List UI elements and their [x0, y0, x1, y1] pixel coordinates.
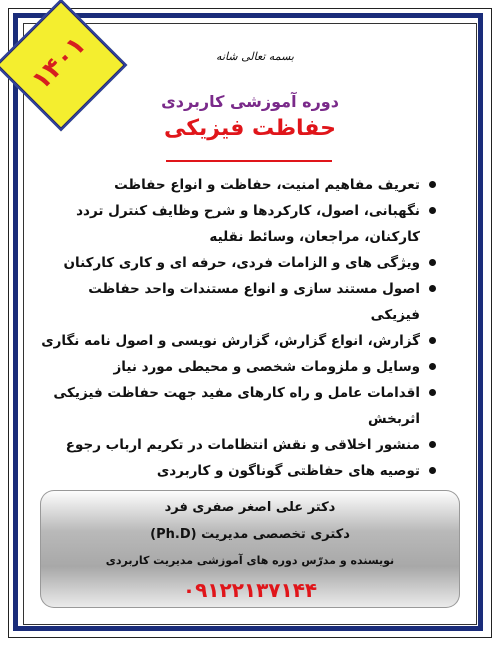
author-role: نویسنده و مدرّس دوره های آموزشی مدیریت کاربردی	[105, 554, 395, 567]
list-item	[40, 458, 438, 484]
list-item	[40, 432, 438, 458]
topic-text: توصیه های حفاظتی گوناگون و کاربردی	[156, 463, 420, 479]
author-degree: دکتری تخصصی مدیریت (Ph.D)	[150, 527, 350, 542]
list-item	[40, 328, 438, 354]
list-item	[40, 380, 438, 432]
main-title: حفاظت فیزیکی	[163, 116, 336, 141]
topic-text: نگهبانی، اصول، کارکردها و شرح وظایف کنترل تردد کارکنان، مراجعان، وسائط نقلیه	[76, 203, 420, 245]
topic-text: گزارش، انواع گزارش، گزارش نویسی و اصول نامه نگاری	[41, 333, 420, 349]
author-name: دکتر علی اصغر صفری فرد	[164, 500, 336, 515]
bullet-icon	[429, 337, 436, 344]
bullet-icon	[429, 441, 436, 448]
bullet-icon	[429, 181, 436, 188]
topic-text: منشور اخلاقی و نقش انتظامات در تکریم ارباب رجوع	[65, 437, 420, 453]
topic-list	[40, 172, 438, 484]
bullet-icon	[429, 467, 436, 474]
list-item	[40, 198, 438, 250]
bullet-icon	[429, 363, 436, 370]
topic-text: اقدامات عامل و راه کارهای مفید جهت حفاظت فیزیکی اثربخش	[53, 385, 420, 427]
bullet-icon	[429, 389, 436, 396]
list-item	[40, 250, 438, 276]
course-title: دوره آموزشی کاربردی	[161, 92, 339, 111]
year-badge-text: ۱۴۰۱	[25, 29, 93, 97]
list-item	[40, 172, 438, 198]
topic-text: وسایل و ملزومات شخصی و محیطی مورد نیاز	[113, 359, 420, 375]
topic-text: تعریف مفاهیم امنیت، حفاظت و انواع حفاظت	[114, 177, 420, 193]
title-underline	[166, 160, 332, 162]
phone-number: ۰۹۱۲۲۱۳۷۱۴۴	[182, 578, 318, 602]
list-item	[40, 354, 438, 380]
list-item	[40, 276, 438, 328]
bullet-icon	[429, 207, 436, 214]
topic-text: اصول مستند سازی و انواع مستندات واحد حفاظت فیزیکی	[88, 281, 420, 323]
topic-text: ویژگی های و الزامات فردی، حرفه ای و کاری کارکنان	[63, 255, 420, 271]
bullet-icon	[429, 259, 436, 266]
bismillah-text: بسمه تعالی شانه	[216, 50, 294, 63]
bullet-icon	[429, 285, 436, 292]
